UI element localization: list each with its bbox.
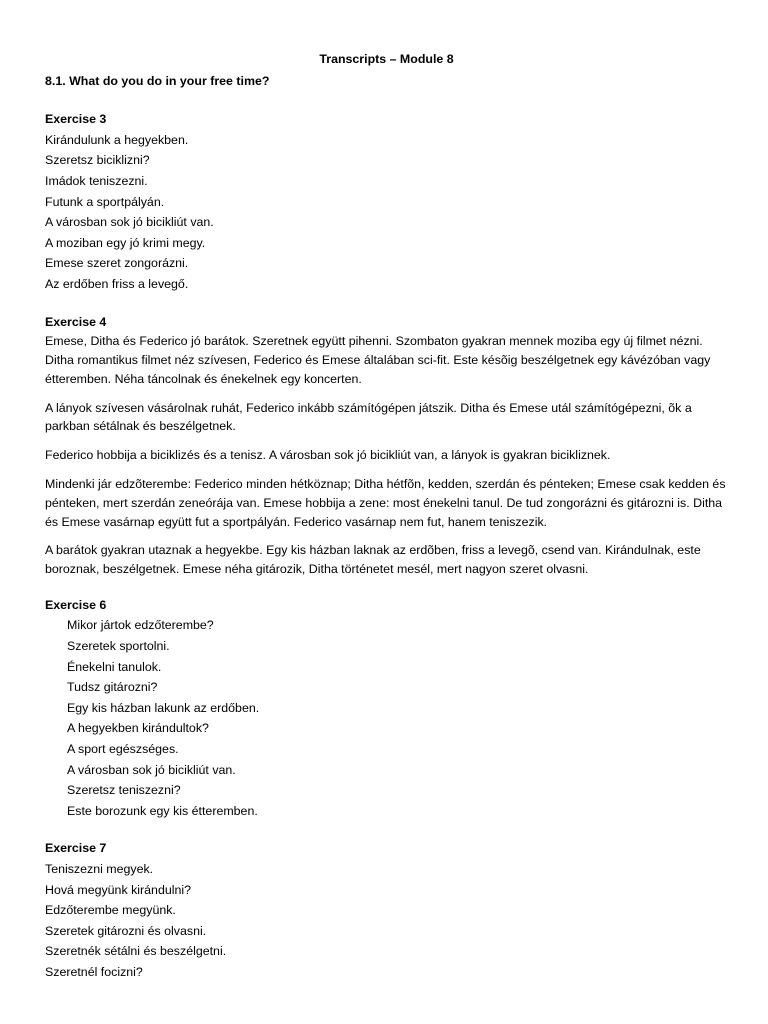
exercise-6-line: A sport egészséges. xyxy=(67,742,179,757)
exercise-3-line: Az erdőben friss a levegő. xyxy=(45,276,189,291)
exercise-6-heading: Exercise 6 xyxy=(45,597,107,612)
exercise-4-paragraph: Mindenki jár edzõterembe: Federico minden hétköznap; Ditha hétfõn, kedden, szerdán és pénteken; Emese csak kedden és pénteken, mert szerdán zeneórája van. Emese hobbija a zene: most énekelni tanul. De tud zongorázni és gitározni is. Ditha és Emese vasárnap együtt fut a sportpályán. Federico vasárnap nem fut, hanem teniszezik. xyxy=(45,476,726,529)
exercise-6-line: Mikor jártok edzőterembe? xyxy=(67,618,214,633)
exercise-3 xyxy=(45,109,728,294)
exercise-6-line: Este borozunk egy kis étteremben. xyxy=(67,803,258,818)
exercise-3-line: Futunk a sportpályán. xyxy=(45,194,165,209)
exercise-4-paragraph: Federico hobbija a biciklizés és a tenisz. A városban sok jó bicikliút van, a lányok is gyakran bicikliznek. xyxy=(45,448,611,463)
exercise-4 xyxy=(45,312,728,579)
exercise-7-line: Edzőterembe megyünk. xyxy=(45,903,176,918)
exercise-3-line: Kirándulunk a hegyekben. xyxy=(45,132,189,147)
exercise-7-line: Szeretek gitározni és olvasni. xyxy=(45,923,207,938)
exercise-6-line: Tudsz gitározni? xyxy=(67,680,158,695)
exercise-7-line: Teniszezni megyek. xyxy=(45,862,154,877)
exercise-3-line: Szeretsz biciklizni? xyxy=(45,153,150,168)
exercise-4-paragraph: A lányok szívesen vásárolnak ruhát, Federico inkább számítógépen játszik. Ditha és Emese utál számítógépezni, õk a parkban sétálnak és beszélgetnek. xyxy=(45,400,692,434)
exercise-7-line: Szeretnék sétálni és beszélgetni. xyxy=(45,944,227,959)
document-title: Transcripts – Module 8 xyxy=(319,52,454,66)
exercise-6-line: A városban sok jó bicikliút van. xyxy=(67,762,236,777)
exercise-3-heading: Exercise 3 xyxy=(45,112,107,127)
exercise-6-line: Szeretek sportolni. xyxy=(67,639,170,654)
exercise-4-paragraph: A barátok gyakran utaznak a hegyekbe. Egy kis házban laknak az erdõben, friss a levegõ, csend van. Kirándulnak, este boroznak, beszélgetnek. Emese néha gitározik, Ditha történetet mesél, mert nagyon szeret olvasni. xyxy=(45,543,701,577)
exercise-6-line: Szeretsz teniszezni? xyxy=(67,783,181,798)
exercise-4-paragraph: Emese, Ditha és Federico jó barátok. Szeretnek együtt pihenni. Szombaton gyakran mennek moziba egy új filmet nézni. Ditha romantikus filmet néz szívesen, Federico és Emese általában sci-fit. Este késõig beszélgetnek egy kávézóban vagy étteremben. Néha táncolnak és énekelnek egy koncerten. xyxy=(45,334,711,386)
section-title: 8.1. What do you do in your free time? xyxy=(45,73,270,88)
exercise-7 xyxy=(45,838,728,982)
exercise-6-lines xyxy=(45,615,728,821)
exercise-7-lines xyxy=(45,859,728,983)
exercise-3-line: A moziban egy jó krimi megy. xyxy=(45,235,206,250)
exercise-3-line: Emese szeret zongorázni. xyxy=(45,256,189,271)
exercise-7-heading: Exercise 7 xyxy=(45,841,107,856)
exercise-6 xyxy=(45,595,728,822)
exercise-7-line: Hová megyünk kirándulni? xyxy=(45,882,192,897)
exercise-7-line: Szeretnél focizni? xyxy=(45,964,143,979)
exercise-6-line: Egy kis házban lakunk az erdőben. xyxy=(67,700,260,715)
exercise-4-heading: Exercise 4 xyxy=(45,314,107,329)
exercise-6-line: A hegyekben kirándultok? xyxy=(67,721,209,736)
exercise-3-lines xyxy=(45,130,728,295)
exercise-3-line: Imádok teniszezni. xyxy=(45,173,148,188)
exercise-3-line: A városban sok jó bicikliút van. xyxy=(45,215,214,230)
exercise-6-line: Énekelni tanulok. xyxy=(67,659,162,674)
